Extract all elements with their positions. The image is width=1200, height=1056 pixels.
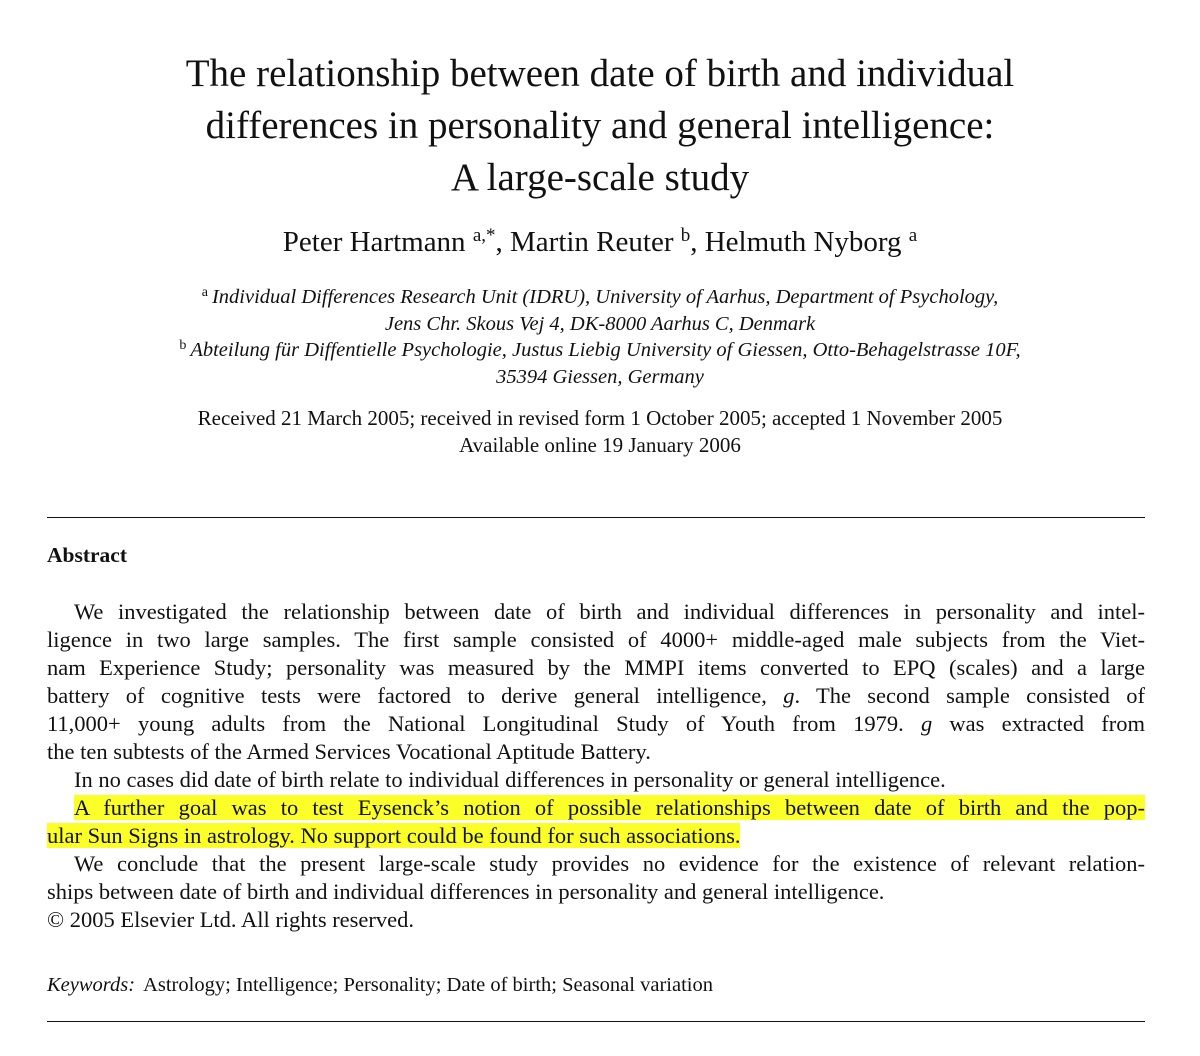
abstract-line: nam Experience Study; personality was measured by the MMPI items converted to EPQ (scales) and a large (47, 655, 1145, 680)
abstract-heading: Abstract (47, 543, 128, 567)
abstract-text (47, 598, 1145, 934)
highlighted-text: A further goal was to test Eysenck’s notion of possible relationships between date of birth and the pop- (74, 795, 1145, 820)
keywords-text: Astrology; Intelligence; Personality; Date of birth; Seasonal variation (143, 974, 713, 996)
author-name: Peter Hartmann (282, 226, 466, 258)
affiliation-b-line-1: $^b$ Abteilung für Diffentielle Psychologie, Justus Liebig University of Giessen, Otto-Behagelstrasse 10F, (179, 338, 1021, 361)
author-affiliation-mark: a (908, 225, 918, 246)
abstract-line-highlighted (47, 794, 1145, 822)
highlighted-text: ular Sun Signs in astrology. No support could be found for such associations. (47, 823, 741, 848)
abstract-line-highlighted (47, 822, 1145, 850)
affiliation-mark-a: a (201, 285, 208, 300)
keywords-label: Keywords: (47, 974, 136, 996)
divider-top (47, 517, 1145, 518)
affiliation-a-line-2: Jens Chr. Skous Vej 4, DK-8000 Aarhus C, Denmark (384, 312, 816, 335)
author-name: Martin Reuter (510, 226, 674, 258)
abstract-line: the ten subtests of the Armed Services Vocational Aptitude Battery. (47, 739, 651, 764)
g-symbol: g (920, 711, 933, 736)
abstract-line: battery of cognitive tests were factored to derive general intelligence, g. The second sample consisted of (47, 683, 1145, 708)
abstract-line: 11,000+ young adults from the National Longitudinal Study of Youth from 1979. g was extracted from (47, 711, 1145, 736)
divider-bottom (47, 1021, 1145, 1022)
keywords (47, 971, 713, 999)
abstract-line: ships between date of birth and individual differences in personality and general intelligence. (47, 879, 885, 904)
abstract-line: We investigated the relationship between date of birth and individual differences in personality and intel- (74, 599, 1145, 624)
affiliation-mark-b: b (179, 338, 187, 353)
abstract-line: We conclude that the present large-scale study provides no evidence for the existence of relevant relation- (74, 851, 1145, 876)
title-line-1: The relationship between date of birth and individual (185, 52, 1015, 95)
author-list: Peter Hartmann $^{a,*}$, Martin Reuter $^b$, Helmuth Nyborg $^a$ (282, 225, 918, 258)
affiliation-b-line-2: 35394 Giessen, Germany (496, 365, 704, 388)
affiliation-a-line-1: $^a$ Individual Differences Research Unit (IDRU), University of Aarhus, Department of Psychology, (201, 285, 999, 308)
author-affiliation-mark: a,* (472, 225, 496, 246)
received-dates: Received 21 March 2005; received in revised form 1 October 2005; accepted 1 November 2005 (197, 406, 1003, 430)
abstract-line: ligence in two large samples. The first sample consisted of 4000+ middle-aged male subjects from the Viet- (47, 627, 1145, 652)
copyright-line: © 2005 Elsevier Ltd. All rights reserved. (47, 907, 415, 932)
g-symbol: g (783, 683, 795, 708)
title-line-2: differences in personality and general intelligence: (205, 104, 995, 147)
author-affiliation-mark: b (680, 225, 691, 246)
abstract-line: In no cases did date of birth relate to individual differences in personality or general intelligence. (74, 767, 946, 792)
author-name: Helmuth Nyborg (704, 226, 902, 258)
article-history (60, 405, 1140, 459)
affiliations (60, 284, 1140, 390)
title-line-3: A large-scale study (450, 156, 750, 199)
paper-title (60, 48, 1140, 204)
online-date: Available online 19 January 2006 (459, 433, 741, 457)
